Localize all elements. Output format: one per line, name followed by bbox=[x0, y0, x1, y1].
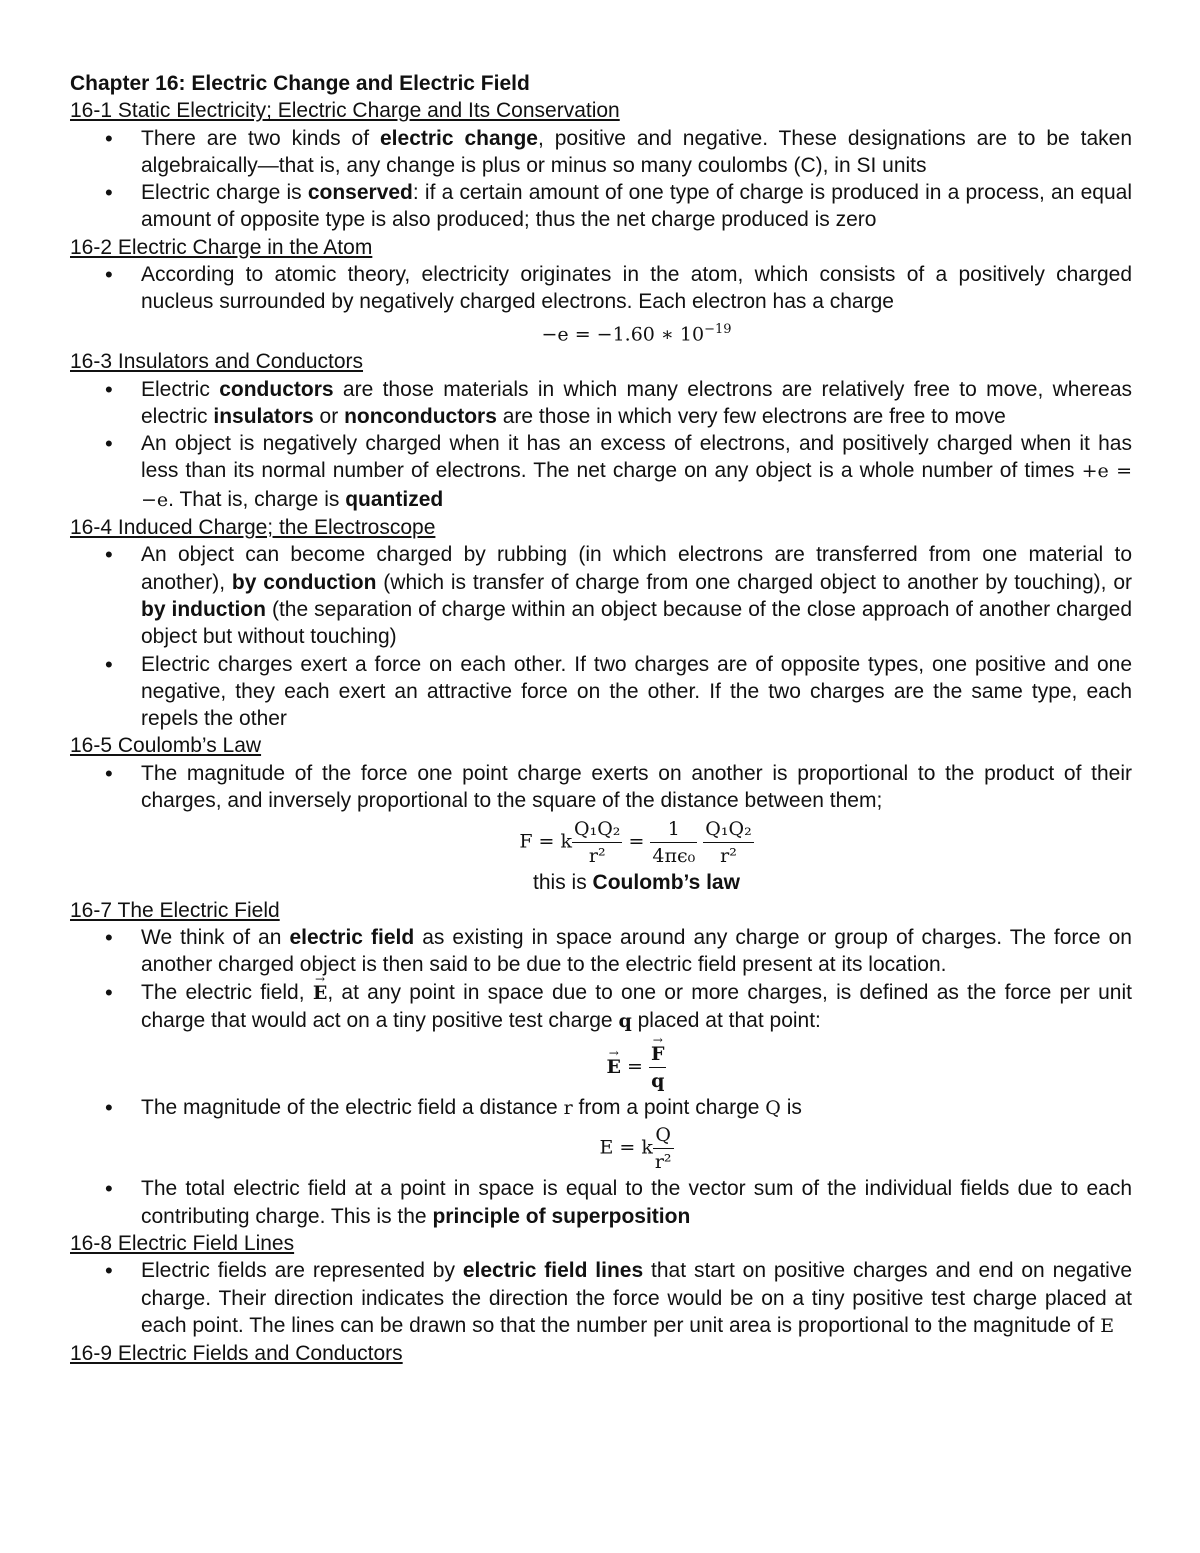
bullet-item: • The total electric field at a point in space is equal to the vector sum of the individual fields due to each contributing charge. This is the principle of superposition bbox=[70, 1175, 1132, 1230]
section-heading-16-5: 16-5 Coulomb’s Law bbox=[70, 734, 262, 758]
bullet-item: • The electric field, → E, at any point in space due to one or more charges, is defined as the force per unit charge that would act on a tiny positive test charge q placed at that point: → E = → $\frac{F}{q}$ bbox=[70, 979, 1132, 1095]
bullet-item: • An object can become charged by rubbing (in which electrons are transferred from one material to another), by conduction (which is transfer of charge from one charged object to another by touching), or by induction (the separation of charge within an object because of the close approach of another charged object but without touching) bbox=[70, 541, 1132, 650]
section-16-7-list bbox=[70, 924, 1132, 1230]
bullet-item: • Electric conductors are those materials in which many electrons are relatively free to move, whereas electric insulators or nonconductors are those in which very few electrons are free to move bbox=[70, 376, 1132, 431]
bullet-item: • An object is negatively charged when it has an excess of electrons, and positively charged when it has less than its normal number of electrons. The net charge on any object is a whole number of times +e = −e. That is, charge is quantized bbox=[70, 430, 1132, 514]
section-heading-16-1: 16-1 Static Electricity; Electric Charge and Its Conservation bbox=[70, 99, 620, 123]
section-heading-16-9: 16-9 Electric Fields and Conductors bbox=[70, 1342, 403, 1366]
bullet-item: • The magnitude of the force one point charge exerts on another is proportional to the product of their charges, and inversely proportional to the square of the distance between them; F = k $\frac{\text{Q₁Q₂}}{\text{r²}}$ = $\frac{1}{\text{4πϵ₀}}$ $\frac{\text{Q₁Q₂}}{\text{r²}}$ this is Coulomb’s law bbox=[70, 760, 1132, 897]
section-16-1-list bbox=[70, 125, 1132, 234]
bullet-item: • Electric charges exert a force on each other. If two charges are of opposite types, one positive and one negative, they each exert an attractive force on the other. If the two charges are the same type, each repels the other bbox=[70, 651, 1132, 733]
bullet-item: • According to atomic theory, electricity originates in the atom, which consists of a positively charged nucleus surrounded by negatively charged electrons. Each electron has a charge −e = −1.60 ∗ $10^{-19}$ bbox=[70, 261, 1132, 348]
section-16-8-list bbox=[70, 1257, 1132, 1340]
coulomb-law-equation: F = k $\frac{\text{Q₁Q₂}}{\text{r²}}$ = $\frac{1}{\text{4πϵ₀}}$ $\frac{\text{Q₁Q₂}}{\text{r²}}$ bbox=[519, 818, 752, 868]
section-16-3-list bbox=[70, 376, 1132, 514]
section-16-2-list bbox=[70, 261, 1132, 348]
section-heading-16-3: 16-3 Insulators and Conductors bbox=[70, 350, 364, 374]
bullet-item: • Electric fields are represented by electric field lines that start on positive charges and end on negative charge. Their direction indicates the direction the force would be on a tiny positive test charge placed at each point. The lines can be drawn so that the number per unit area is proportional to the magnitude of E bbox=[70, 1257, 1132, 1340]
section-heading-16-4: 16-4 Induced Charge; the Electroscope bbox=[70, 516, 436, 540]
bullet-item: • Electric charge is conserved: if a certain amount of one type of charge is produced in a process, an equal amount of opposite type is also produced; thus the net charge produced is zero bbox=[70, 179, 1132, 234]
bullet-item: • There are two kinds of electric change, positive and negative. These designations are to be taken algebraically—that is, any change is plus or minus so many coulombs (C), in SI units bbox=[70, 125, 1132, 180]
point-charge-field-equation: E = k $\frac{Q}{\text{r²}}$ bbox=[599, 1124, 672, 1174]
field-definition-equation: → E = → $\frac{F}{q}$ bbox=[141, 1041, 1132, 1094]
document-page bbox=[70, 70, 1132, 1368]
section-16-5-list bbox=[70, 760, 1132, 897]
bullet-item: • We think of an electric field as existing in space around any charge or group of charges. The force on another charged object is then said to be due to the electric field present at its location. bbox=[70, 924, 1132, 979]
coulomb-law-caption: this is Coulomb’s law bbox=[533, 871, 740, 895]
section-heading-16-8: 16-8 Electric Field Lines bbox=[70, 1232, 295, 1256]
section-heading-16-2: 16-2 Electric Charge in the Atom bbox=[70, 235, 373, 259]
section-16-4-list bbox=[70, 541, 1132, 732]
chapter-title: Chapter 16: Electric Change and Electric Field bbox=[70, 72, 530, 95]
bullet-item: • The magnitude of the electric field a distance r from a point charge Q is E = k $\frac{Q}{\text{r²}}$ bbox=[70, 1094, 1132, 1175]
section-heading-16-7: 16-7 The Electric Field bbox=[70, 898, 280, 922]
electron-charge-equation: −e = −1.60 ∗ $10^{-19}$ bbox=[541, 321, 732, 345]
